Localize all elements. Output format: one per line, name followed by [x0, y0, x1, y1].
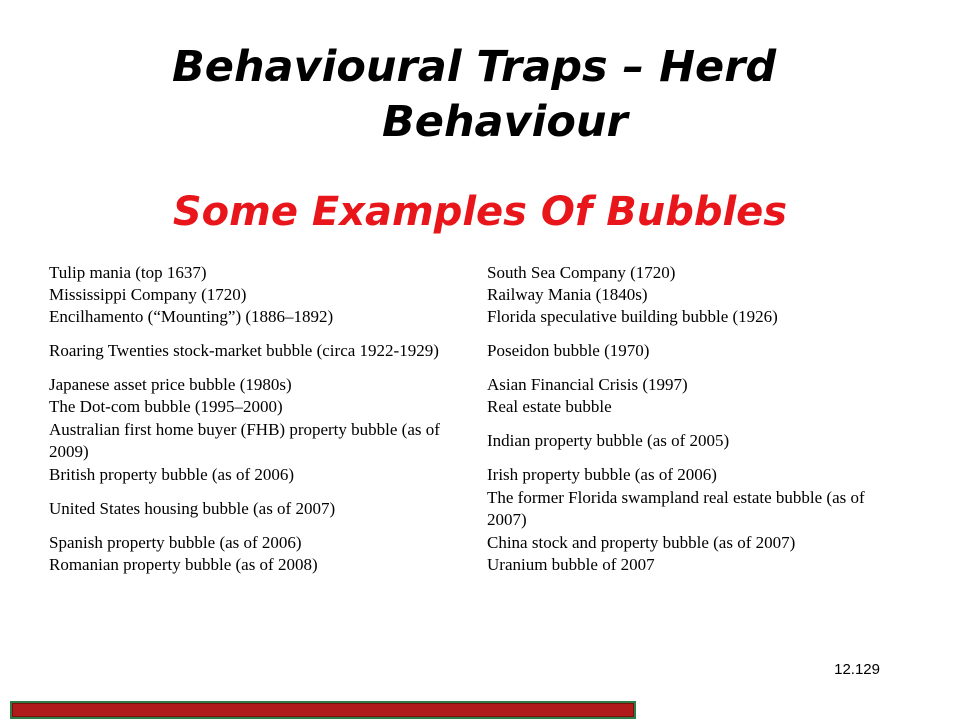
slide-title [160, 40, 872, 150]
bubbles-table-body [45, 262, 885, 576]
table-row [45, 418, 885, 464]
bubble-left-cell: Roaring Twenties stock-market bubble (circa 1922-1929) [49, 341, 439, 360]
bubble-right-cell: Indian property bubble (as of 2005) [487, 431, 730, 450]
bubbles-table [45, 262, 885, 576]
bubble-left-cell: British property bubble (as of 2006) [49, 465, 295, 484]
bubble-left-cell: United States housing bubble (as of 2007) [49, 499, 336, 518]
slide-title-line1: Behavioural Traps – Herd [172, 42, 777, 92]
bubble-left-cell: Spanish property bubble (as of 2006) [49, 533, 302, 552]
bubble-left-cell: Mississippi Company (1720) [49, 285, 247, 304]
table-row [45, 284, 885, 306]
bubble-left-cell: Romanian property bubble (as of 2008) [49, 555, 318, 574]
table-row [45, 328, 885, 374]
table-row [45, 486, 885, 532]
bubble-right-cell: Irish property bubble (as of 2006) [487, 465, 717, 484]
bubble-right-cell: Florida speculative building bubble (1926) [487, 307, 778, 326]
bubble-left-cell: Australian first home buyer (FHB) property bubble (as of 2009) [49, 420, 440, 461]
table-row [45, 554, 885, 576]
table-row [45, 532, 885, 554]
table-row [45, 396, 885, 418]
footer-bar [10, 701, 636, 719]
bubble-left-cell: Tulip mania (top 1637) [49, 263, 207, 282]
bubble-right-cell: Real estate bubble [487, 397, 612, 416]
bubble-right-cell: Uranium bubble of 2007 [487, 555, 655, 574]
bubble-right-cell: Asian Financial Crisis (1997) [487, 375, 688, 394]
bubble-right-cell: Railway Mania (1840s) [487, 285, 648, 304]
bubble-left-cell: Japanese asset price bubble (1980s) [49, 375, 292, 394]
table-row [45, 262, 885, 284]
bubble-left-cell: Encilhamento (“Mounting”) (1886–1892) [49, 307, 334, 326]
bubble-right-cell: China stock and property bubble (as of 2007) [487, 533, 796, 552]
bubble-left-cell: The Dot-com bubble (1995–2000) [49, 397, 283, 416]
table-row [45, 464, 885, 486]
slide-title-line2: Behaviour [382, 97, 628, 147]
table-row [45, 306, 885, 328]
bubble-right-cell: South Sea Company (1720) [487, 263, 676, 282]
table-row [45, 374, 885, 396]
bubble-right-cell: Poseidon bubble (1970) [487, 341, 650, 360]
bubble-right-cell: The former Florida swampland real estate bubble (as of 2007) [487, 488, 865, 529]
slide-subtitle: Some Examples Of Bubbles [172, 189, 788, 235]
slide-number: 12.129 [834, 661, 880, 678]
